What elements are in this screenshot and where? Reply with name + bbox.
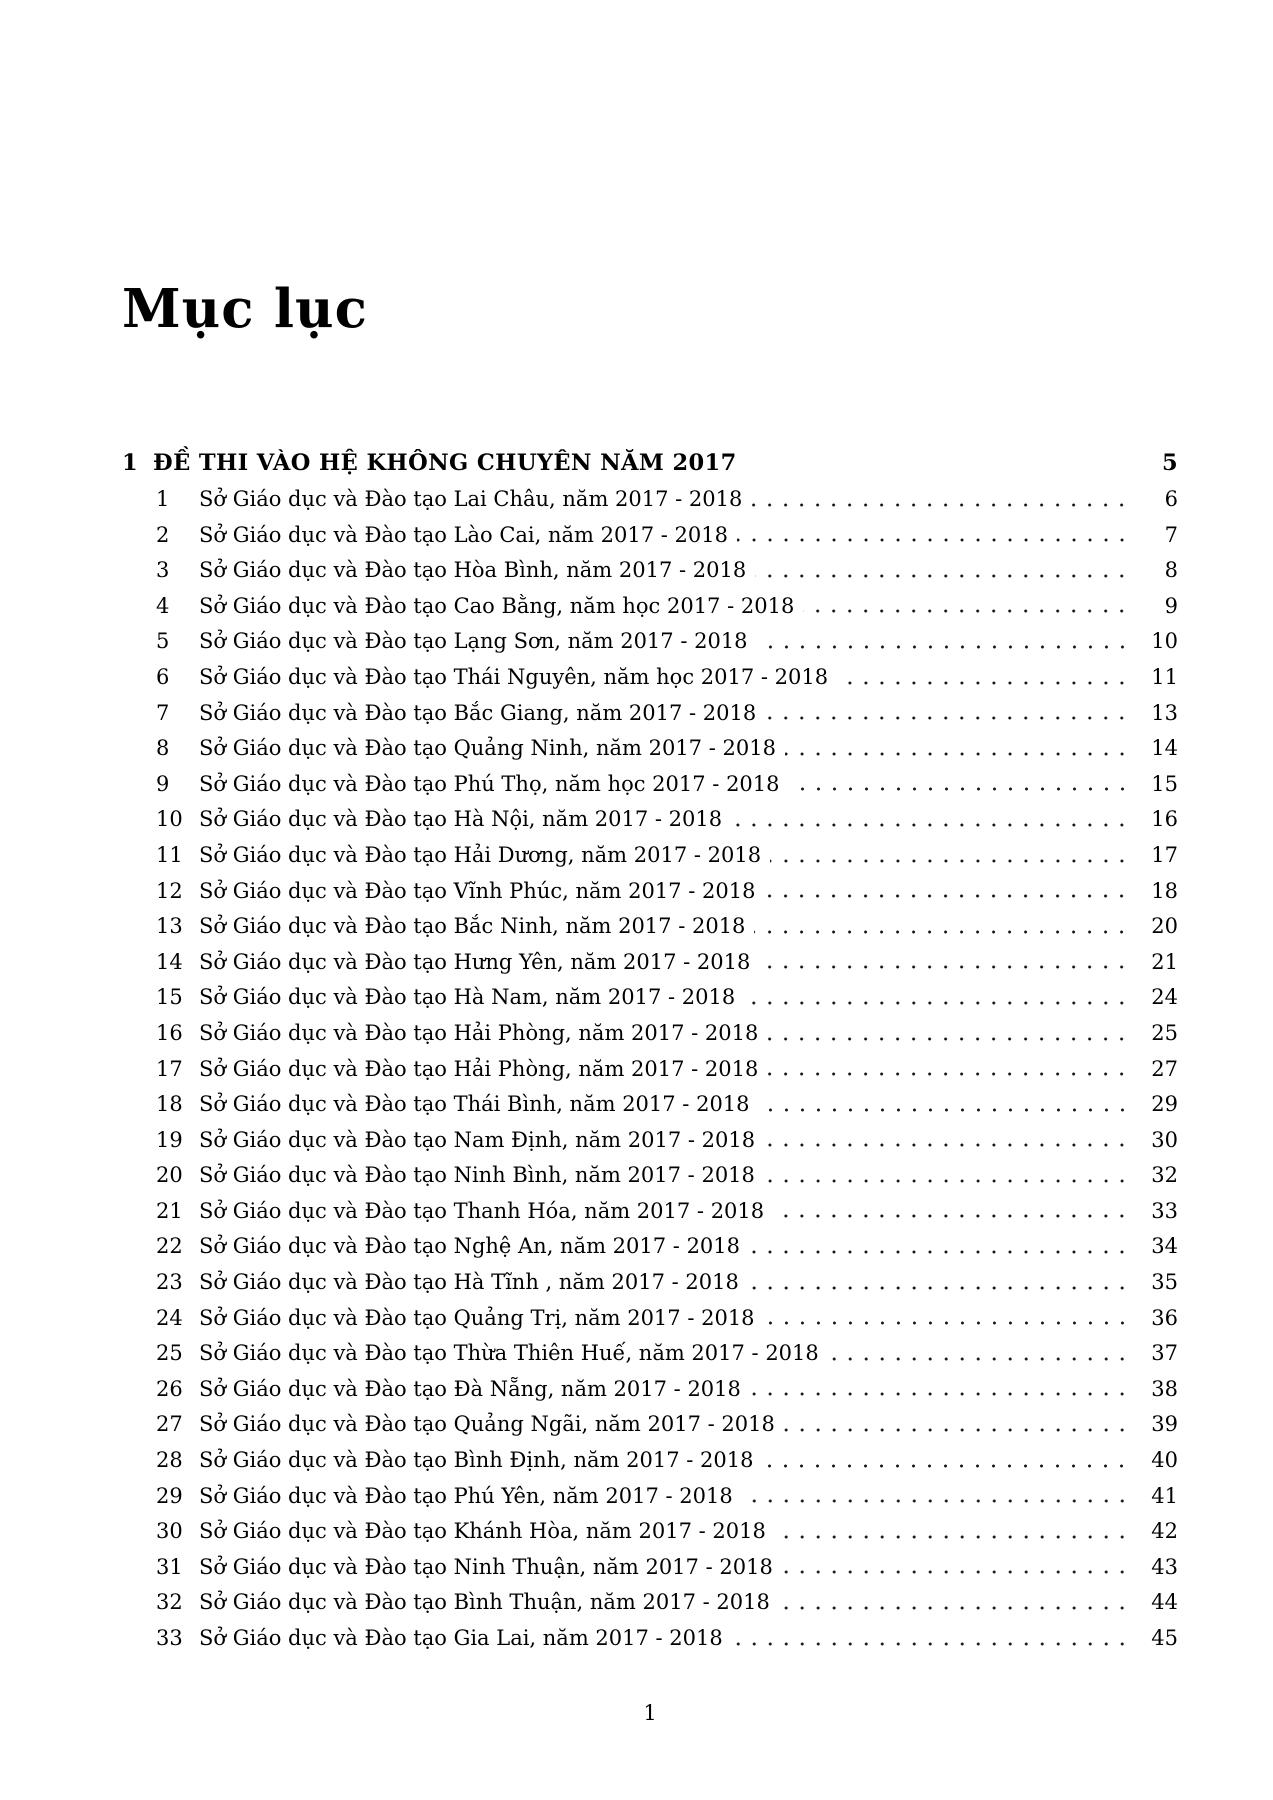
entry-title: Sở Giáo dục và Đào tạo Vĩnh Phúc, năm 2017 - 2018 bbox=[199, 878, 756, 903]
dot-leader bbox=[803, 589, 1132, 625]
entry-page: 20 bbox=[1151, 914, 1178, 939]
entry-number: 23 bbox=[156, 1270, 183, 1295]
dot-leader bbox=[837, 660, 1132, 696]
entry-number: 1 bbox=[156, 487, 170, 511]
entry-number: 5 bbox=[156, 629, 170, 654]
dot-leader bbox=[744, 980, 1132, 1016]
entry-page: 6 bbox=[1164, 487, 1178, 511]
entry-number: 14 bbox=[156, 949, 183, 974]
dot-leader bbox=[828, 1336, 1132, 1372]
dot-leader bbox=[754, 909, 1132, 945]
entry-page: 13 bbox=[1151, 700, 1178, 725]
entry-page: 14 bbox=[1151, 736, 1178, 761]
toc-entry[interactable] bbox=[122, 553, 1178, 589]
entry-title: Sở Giáo dục và Đào tạo Nghệ An, năm 2017 - 2018 bbox=[199, 1234, 741, 1259]
entry-page: 16 bbox=[1151, 807, 1178, 832]
entry-page: 43 bbox=[1151, 1554, 1178, 1579]
entry-title: Sở Giáo dục và Đào tạo Quảng Ngãi, năm 2017 - 2018 bbox=[199, 1412, 775, 1437]
entry-title: Sở Giáo dục và Đào tạo Ninh Thuận, năm 2017 - 2018 bbox=[199, 1554, 773, 1579]
entry-number: 30 bbox=[156, 1519, 183, 1544]
dot-leader bbox=[751, 482, 1132, 518]
toc-entry[interactable] bbox=[122, 1301, 1178, 1337]
entry-number: 32 bbox=[156, 1590, 183, 1615]
toc-entry[interactable] bbox=[122, 696, 1178, 732]
entry-page: 34 bbox=[1151, 1234, 1178, 1259]
entry-page: 29 bbox=[1151, 1092, 1178, 1117]
entry-number: 13 bbox=[156, 914, 183, 939]
entry-page: 21 bbox=[1151, 949, 1178, 974]
dot-leader bbox=[764, 874, 1132, 910]
entry-number: 17 bbox=[156, 1056, 183, 1081]
toc-entry[interactable] bbox=[122, 1087, 1178, 1123]
entry-title: Sở Giáo dục và Đào tạo Cao Bằng, năm học 2017 - 2018 bbox=[199, 593, 795, 618]
entry-page: 10 bbox=[1151, 629, 1178, 654]
entry-title: Sở Giáo dục và Đào tạo Thanh Hóa, năm 2017 - 2018 bbox=[199, 1198, 765, 1223]
dot-leader bbox=[784, 1407, 1132, 1443]
dot-leader bbox=[759, 945, 1132, 981]
toc-entry[interactable] bbox=[122, 482, 1178, 518]
toc-entry[interactable] bbox=[122, 1265, 1178, 1301]
dot-leader bbox=[731, 802, 1132, 838]
entry-title: Sở Giáo dục và Đào tạo Nam Định, năm 2017 - 2018 bbox=[199, 1127, 756, 1152]
toc-entry[interactable] bbox=[122, 874, 1178, 910]
entry-number: 25 bbox=[156, 1341, 183, 1366]
entry-number: 27 bbox=[156, 1412, 183, 1437]
entry-title: Sở Giáo dục và Đào tạo Hà Nam, năm 2017 - 2018 bbox=[199, 985, 736, 1010]
dot-leader bbox=[767, 1052, 1132, 1088]
dot-leader bbox=[757, 624, 1132, 660]
dot-leader bbox=[764, 1123, 1132, 1159]
entry-page: 17 bbox=[1151, 842, 1178, 867]
toc-entry[interactable] bbox=[122, 589, 1178, 625]
toc-entry[interactable] bbox=[122, 624, 1178, 660]
toc-entry[interactable] bbox=[122, 838, 1178, 874]
toc-entry[interactable] bbox=[122, 1621, 1178, 1657]
entry-number: 6 bbox=[156, 664, 170, 689]
entry-number: 19 bbox=[156, 1127, 183, 1152]
dot-leader bbox=[748, 1265, 1132, 1301]
entry-page: 40 bbox=[1151, 1448, 1178, 1473]
entry-number: 21 bbox=[156, 1198, 183, 1223]
entry-number: 9 bbox=[156, 771, 170, 796]
dot-leader bbox=[785, 731, 1132, 767]
toc-entry[interactable] bbox=[122, 1016, 1178, 1052]
entry-title: Sở Giáo dục và Đào tạo Thừa Thiên Huế, năm 2017 - 2018 bbox=[199, 1341, 819, 1366]
entry-page: 27 bbox=[1151, 1056, 1178, 1081]
entry-title: Sở Giáo dục và Đào tạo Bắc Giang, năm 2017 - 2018 bbox=[199, 700, 757, 725]
entry-page: 32 bbox=[1151, 1163, 1178, 1188]
entry-title: Sở Giáo dục và Đào tạo Quảng Ninh, năm 2017 - 2018 bbox=[199, 736, 776, 761]
entry-number: 4 bbox=[156, 593, 170, 618]
entry-number: 20 bbox=[156, 1163, 183, 1188]
entry-number: 18 bbox=[156, 1092, 183, 1117]
toc-entry[interactable] bbox=[122, 1336, 1178, 1372]
entry-title: Sở Giáo dục và Đào tạo Thái Bình, năm 2017 - 2018 bbox=[199, 1092, 750, 1117]
entry-page: 38 bbox=[1151, 1376, 1178, 1401]
entry-number: 3 bbox=[156, 558, 170, 583]
entry-title: Sở Giáo dục và Đào tạo Quảng Trị, năm 2017 - 2018 bbox=[199, 1305, 755, 1330]
dot-leader bbox=[767, 1016, 1132, 1052]
entry-title: Sở Giáo dục và Đào tạo Hải Dương, năm 2017 - 2018 bbox=[199, 842, 762, 867]
entry-number: 15 bbox=[156, 985, 183, 1010]
toc-entry[interactable] bbox=[122, 1372, 1178, 1408]
toc-entry[interactable] bbox=[122, 518, 1178, 554]
toc-entry[interactable] bbox=[122, 660, 1178, 696]
entry-number: 8 bbox=[156, 736, 170, 761]
dot-leader bbox=[750, 1372, 1132, 1408]
toc-entry[interactable] bbox=[122, 1158, 1178, 1194]
entry-number: 22 bbox=[156, 1234, 183, 1259]
dot-leader bbox=[765, 696, 1132, 732]
dot-leader bbox=[742, 1479, 1132, 1515]
entry-title: Sở Giáo dục và Đào tạo Hải Phòng, năm 2017 - 2018 bbox=[199, 1056, 759, 1081]
chapter-page-number: 5 bbox=[1161, 450, 1178, 476]
entry-page: 24 bbox=[1151, 985, 1178, 1010]
toc-entry[interactable] bbox=[122, 1123, 1178, 1159]
entry-page: 45 bbox=[1151, 1626, 1178, 1650]
entry-title: Sở Giáo dục và Đào tạo Hưng Yên, năm 2017 - 2018 bbox=[199, 949, 751, 974]
toc-entry[interactable] bbox=[122, 1550, 1178, 1586]
entry-title: Sở Giáo dục và Đào tạo Bình Thuận, năm 2017 - 2018 bbox=[199, 1590, 770, 1615]
table-of-contents bbox=[122, 444, 1178, 1657]
dot-leader bbox=[779, 1585, 1132, 1621]
entry-page: 41 bbox=[1151, 1483, 1178, 1508]
entry-number: 33 bbox=[156, 1626, 183, 1650]
toc-entry-list bbox=[122, 482, 1178, 1657]
dot-leader bbox=[732, 1621, 1132, 1657]
toc-entry[interactable] bbox=[122, 1514, 1178, 1550]
toc-entry[interactable] bbox=[122, 1479, 1178, 1515]
toc-entry[interactable] bbox=[122, 909, 1178, 945]
dot-leader bbox=[770, 838, 1132, 874]
chapter-number: 1 bbox=[122, 450, 139, 476]
entry-title: Sở Giáo dục và Đào tạo Thái Nguyên, năm học 2017 - 2018 bbox=[199, 664, 829, 689]
toc-entry[interactable] bbox=[122, 1229, 1178, 1265]
toc-chapter-row[interactable] bbox=[122, 444, 1178, 482]
entry-title: Sở Giáo dục và Đào tạo Lạng Sơn, năm 2017 - 2018 bbox=[199, 629, 748, 654]
entry-number: 31 bbox=[156, 1554, 183, 1579]
dot-leader bbox=[759, 1087, 1132, 1123]
entry-number: 10 bbox=[156, 807, 183, 832]
entry-number: 11 bbox=[156, 842, 183, 867]
toc-entry[interactable] bbox=[122, 802, 1178, 838]
entry-page: 44 bbox=[1151, 1590, 1178, 1615]
toc-entry[interactable] bbox=[122, 1194, 1178, 1230]
entry-number: 2 bbox=[156, 522, 170, 547]
toc-entry[interactable] bbox=[122, 1443, 1178, 1479]
entry-page: 8 bbox=[1164, 558, 1178, 583]
entry-title: Sở Giáo dục và Đào tạo Đà Nẵng, năm 2017 - 2018 bbox=[199, 1376, 741, 1401]
entry-page: 30 bbox=[1151, 1127, 1178, 1152]
entry-number: 26 bbox=[156, 1376, 183, 1401]
entry-title: Sở Giáo dục và Đào tạo Phú Thọ, năm học 2017 - 2018 bbox=[199, 771, 780, 796]
entry-page: 11 bbox=[1151, 664, 1178, 689]
entry-number: 12 bbox=[156, 878, 183, 903]
toc-entry[interactable] bbox=[122, 1585, 1178, 1621]
entry-title: Sở Giáo dục và Đào tạo Hà Nội, năm 2017 - 2018 bbox=[199, 807, 723, 832]
entry-page: 9 bbox=[1164, 593, 1178, 618]
toc-entry[interactable] bbox=[122, 1052, 1178, 1088]
entry-number: 28 bbox=[156, 1448, 183, 1473]
toc-entry[interactable] bbox=[122, 980, 1178, 1016]
entry-page: 33 bbox=[1151, 1198, 1178, 1223]
entry-page: 7 bbox=[1164, 522, 1178, 547]
toc-entry[interactable] bbox=[122, 767, 1178, 803]
dot-leader bbox=[782, 1550, 1132, 1586]
entry-title: Sở Giáo dục và Đào tạo Lai Châu, năm 2017 - 2018 bbox=[199, 487, 743, 511]
dot-leader bbox=[749, 1229, 1132, 1265]
dot-leader bbox=[775, 1514, 1132, 1550]
entry-title: Sở Giáo dục và Đào tạo Phú Yên, năm 2017 - 2018 bbox=[199, 1483, 733, 1508]
toc-entry[interactable] bbox=[122, 731, 1178, 767]
entry-number: 29 bbox=[156, 1483, 183, 1508]
entry-page: 42 bbox=[1151, 1519, 1178, 1544]
entry-title: Sở Giáo dục và Đào tạo Khánh Hòa, năm 2017 - 2018 bbox=[199, 1519, 766, 1544]
entry-title: Sở Giáo dục và Đào tạo Lào Cai, năm 2017 - 2018 bbox=[199, 522, 728, 547]
entry-title: Sở Giáo dục và Đào tạo Hà Tĩnh , năm 2017 - 2018 bbox=[199, 1270, 739, 1295]
toc-entry[interactable] bbox=[122, 945, 1178, 981]
entry-page: 18 bbox=[1151, 878, 1178, 903]
dot-leader bbox=[764, 1301, 1132, 1337]
entry-title: Sở Giáo dục và Đào tạo Ninh Bình, năm 2017 - 2018 bbox=[199, 1163, 755, 1188]
toc-entry[interactable] bbox=[122, 1407, 1178, 1443]
page-title: Mục lục bbox=[122, 278, 368, 340]
entry-title: Sở Giáo dục và Đào tạo Hải Phòng, năm 2017 - 2018 bbox=[199, 1020, 759, 1045]
entry-title: Sở Giáo dục và Đào tạo Gia Lai, năm 2017 - 2018 bbox=[199, 1626, 723, 1650]
chapter-title: ĐỀ THI VÀO HỆ KHÔNG CHUYÊN NĂM 2017 bbox=[153, 450, 737, 476]
dot-leader bbox=[773, 1194, 1132, 1230]
entry-page: 39 bbox=[1151, 1412, 1178, 1437]
entry-title: Sở Giáo dục và Đào tạo Hòa Bình, năm 2017 - 2018 bbox=[199, 558, 747, 583]
dot-leader bbox=[737, 518, 1132, 554]
page-number: 1 bbox=[643, 1701, 657, 1725]
dot-leader bbox=[764, 1158, 1132, 1194]
entry-page: 35 bbox=[1151, 1270, 1178, 1295]
dot-leader bbox=[789, 767, 1132, 803]
entry-page: 25 bbox=[1151, 1020, 1178, 1045]
entry-title: Sở Giáo dục và Đào tạo Bắc Ninh, năm 2017 - 2018 bbox=[199, 914, 746, 939]
entry-page: 15 bbox=[1151, 771, 1178, 796]
dot-leader bbox=[755, 553, 1132, 589]
dot-leader bbox=[762, 1443, 1132, 1479]
entry-number: 7 bbox=[156, 700, 170, 725]
entry-page: 37 bbox=[1151, 1341, 1178, 1366]
entry-number: 16 bbox=[156, 1020, 183, 1045]
entry-number: 24 bbox=[156, 1305, 183, 1330]
entry-page: 36 bbox=[1151, 1305, 1178, 1330]
entry-title: Sở Giáo dục và Đào tạo Bình Định, năm 2017 - 2018 bbox=[199, 1448, 754, 1473]
